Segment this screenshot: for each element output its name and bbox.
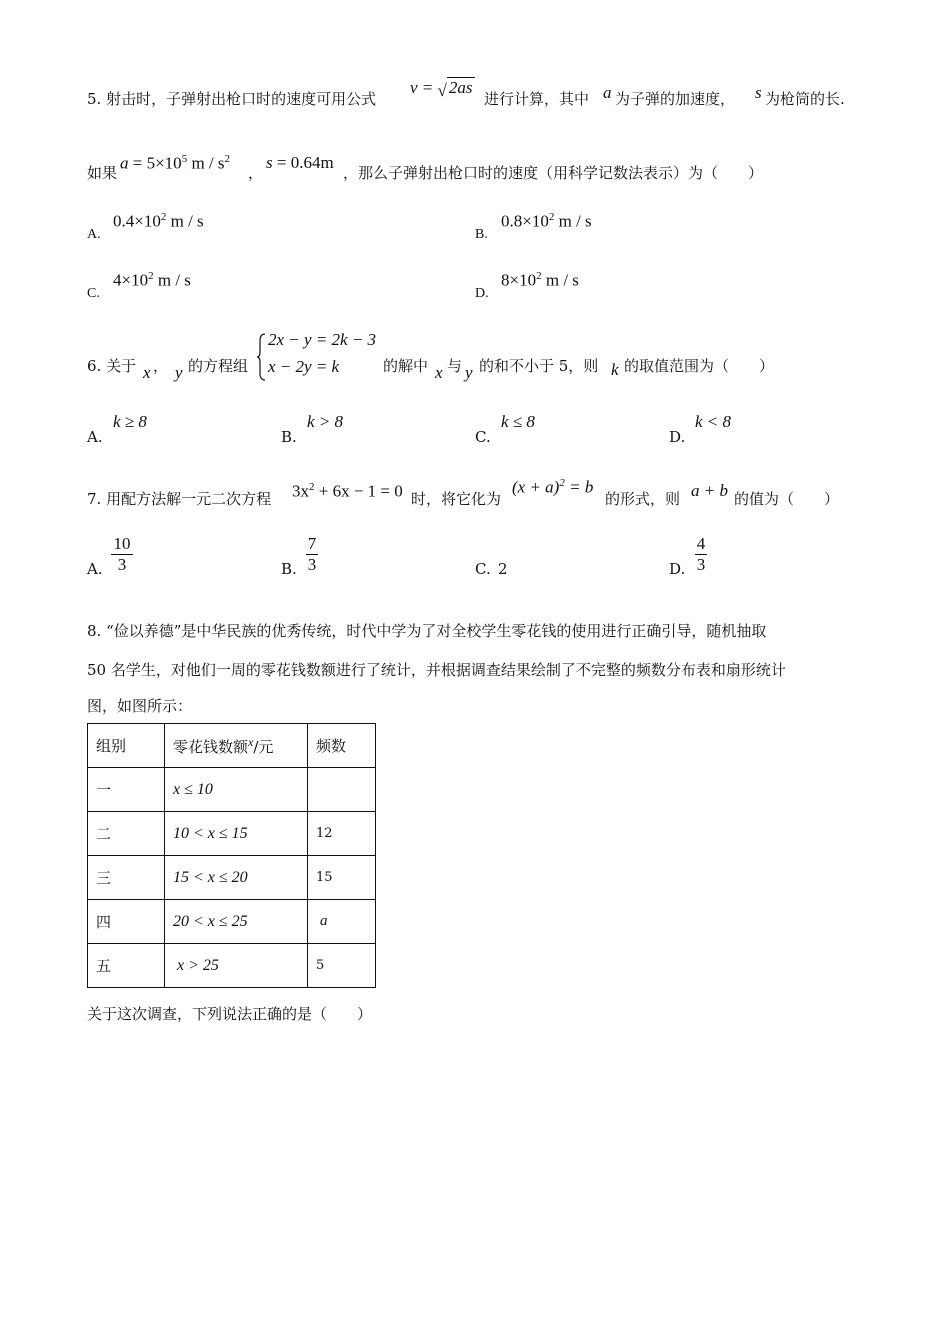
q5-option-a-label: A. xyxy=(87,227,101,242)
table-row xyxy=(88,900,376,944)
q7-equation: $3x^2 + 6x - 1 = 0$ xyxy=(292,481,403,501)
q5-line1-d xyxy=(765,88,845,109)
q5-line2-a: 如果 xyxy=(87,164,118,182)
q5-option-c: $4\times 10^2$ m / s xyxy=(113,270,191,290)
q5-formula xyxy=(410,78,475,98)
table-row xyxy=(88,944,376,988)
row-frequency xyxy=(308,768,376,812)
row-frequency: 12 xyxy=(308,812,376,856)
q5-given-s: s = 0.64m xyxy=(266,153,334,172)
row-range: 15 < x ≤ 20 xyxy=(165,856,308,900)
q7-text-c: 的形式，则 xyxy=(605,490,681,508)
table-row xyxy=(88,812,376,856)
q5-text: 5. 射击时，子弹射出枪口时的速度可用公式 xyxy=(87,90,377,108)
q8-line2: 50 名学生，对他们一周的零花钱数额进行了统计，并根据调查结果绘制了不完整的频数分布表和扇形统计 xyxy=(87,661,786,679)
q7-option-d-fraction xyxy=(694,534,708,575)
q6-var-k: k xyxy=(611,360,619,379)
q6-eq1: 2x − y = 2k − 3 xyxy=(268,330,377,349)
frequency-table xyxy=(87,723,376,988)
q5-line1-b xyxy=(484,88,589,109)
q5-line1-c xyxy=(615,88,735,109)
q5-given-a: $a = 5\times 10^5$ m / $s^2$ xyxy=(120,153,230,173)
table-header-row xyxy=(88,724,376,768)
q5-given-a-unit-exp: 2 xyxy=(224,153,230,165)
row-group: 一 xyxy=(88,768,165,812)
q5-given-a-exp: 5 xyxy=(181,153,188,165)
row-range: 20 < x ≤ 25 xyxy=(165,900,308,944)
q6-text-d: 与 xyxy=(447,357,463,375)
q8-line3: 图，如图所示： xyxy=(87,697,193,715)
q6-option-d-label: D. xyxy=(669,428,686,446)
q5-option-b: $0.8\times 10^2$ m / s xyxy=(501,211,592,231)
fraction-denominator: 3 xyxy=(117,555,127,574)
row-group: 四 xyxy=(88,900,165,944)
fraction-denominator: 3 xyxy=(307,555,317,574)
q5-formula-radicand: 2as xyxy=(448,78,473,97)
q5-option-c-label: C. xyxy=(87,286,100,301)
row-range: 10 < x ≤ 15 xyxy=(165,812,308,856)
q5-option-a: $0.4\times 10^2$ m / s xyxy=(113,211,204,231)
q6-text-c: 的解中 xyxy=(383,357,429,375)
q5-line2-b: ，那么子弹射出枪口时的速度（用科学记数法表示）为（ ） xyxy=(343,164,764,182)
q7-option-c-value: 2 xyxy=(498,560,508,578)
q6-option-d: k < 8 xyxy=(695,412,732,431)
q8-line1: 8. “俭以养德”是中华民族的优秀传统，时代中学为了对全校学生零花钱的使用进行正确引导，随机抽取 xyxy=(87,622,767,640)
q5-option-d: $8\times 10^2$ m / s xyxy=(501,270,579,290)
q7-text-b: 时，将它化为 xyxy=(411,490,502,508)
row-range: x ≤ 10 xyxy=(165,768,308,812)
q6-text-f: 的取值范围为（ ） xyxy=(624,357,775,375)
fraction-numerator: 10 xyxy=(113,534,131,553)
q7-text-d: 的值为（ ） xyxy=(734,490,840,508)
row-group: 二 xyxy=(88,812,165,856)
q6-eq2: x − 2y = k xyxy=(268,357,340,376)
header-frequency: 频数 xyxy=(308,724,376,768)
q7-option-b-label: B. xyxy=(281,560,297,578)
q8-after: 关于这次调查，下列说法正确的是（ ） xyxy=(87,1005,373,1023)
table-row xyxy=(88,768,376,812)
q6-comma: ， xyxy=(153,357,169,375)
q5-text: 为子弹的加速度， xyxy=(615,90,736,108)
q6-option-b: k > 8 xyxy=(307,412,344,431)
q6-text-a: 6. 关于 xyxy=(87,357,137,375)
q6-text-b: 的方程组 xyxy=(188,357,249,375)
q7-option-b-fraction xyxy=(305,534,319,575)
q6-var-x: x xyxy=(143,363,151,382)
fraction-denominator: 3 xyxy=(696,555,706,574)
header-amount: 零花钱数额$^x$/元 xyxy=(165,724,308,768)
q7-text-a: 7. 用配方法解一元二次方程 xyxy=(87,490,272,508)
fraction-numerator: 4 xyxy=(696,534,706,553)
q6-option-b-label: B. xyxy=(281,428,297,446)
q5-text: 为枪筒的长. xyxy=(765,90,845,108)
sqrt-icon: √ xyxy=(437,81,447,100)
header-group: 组别 xyxy=(88,724,165,768)
left-brace-icon xyxy=(256,333,266,381)
row-group: 三 xyxy=(88,856,165,900)
row-frequency: 15 xyxy=(308,856,376,900)
q5-var-s: s xyxy=(755,83,762,102)
q5-text: 进行计算，其中 xyxy=(484,90,590,108)
q5-option-d-label: D. xyxy=(475,286,489,301)
q6-option-c: k ≤ 8 xyxy=(501,412,535,431)
q7-sum: a + b xyxy=(691,481,728,500)
table-row xyxy=(88,856,376,900)
q5-comma: ， xyxy=(248,164,264,182)
q5-given-a-unit: m / s xyxy=(187,153,225,173)
q7-option-a-fraction xyxy=(110,534,134,575)
q6-option-a: k ≥ 8 xyxy=(113,412,147,431)
row-frequency: 5 xyxy=(308,944,376,988)
q7-option-d-label: D. xyxy=(669,560,686,578)
q5-option-b-label: B. xyxy=(475,227,488,242)
row-frequency: a xyxy=(308,900,376,944)
q5-line1 xyxy=(87,88,376,109)
q6-option-a-label: A. xyxy=(87,428,103,446)
q5-var-a: a xyxy=(603,83,612,102)
q6-text-e: 的和不小于 5，则 xyxy=(479,357,599,375)
q7-option-a-label: A. xyxy=(87,560,103,578)
q7-option-c-label: C. xyxy=(475,560,491,578)
q6-option-c-label: C. xyxy=(475,428,491,446)
q7-form: $(x + a)^2 = b$ xyxy=(512,477,594,497)
q6-var-y2: y xyxy=(465,363,473,382)
fraction-numerator: 7 xyxy=(307,534,317,553)
q6-var-x2: x xyxy=(435,363,443,382)
q6-var-y: y xyxy=(175,363,183,382)
q5-formula-v: v = xyxy=(410,78,438,97)
row-range: x > 25 xyxy=(165,944,308,988)
row-group: 五 xyxy=(88,944,165,988)
